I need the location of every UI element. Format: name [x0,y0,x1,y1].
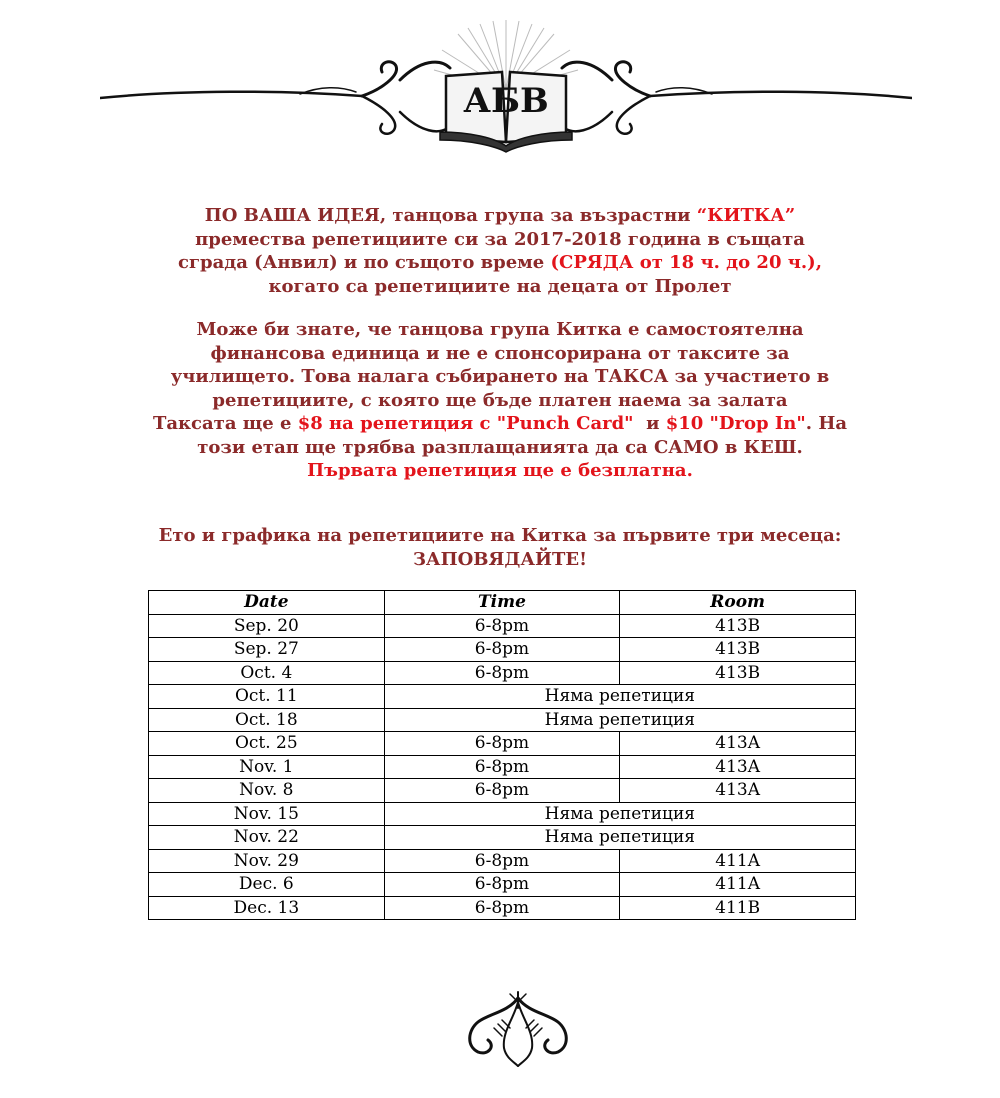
table-row [149,614,856,638]
table-row [149,708,856,732]
date-cell: Oct. 4 [149,661,385,685]
fee-line: училището. Това налага събирането на ТАКСА за участието в [170,366,830,387]
time-cell: 6-8pm [384,849,620,873]
time-column-header: Time [384,591,620,615]
date-cell: Sep. 20 [149,614,385,638]
text-segment: ПО ВАША ИДЕЯ, танцова група за възрастни [204,205,697,226]
table-row [149,779,856,803]
no-rehearsal-cell: Няма репетиция [384,802,855,826]
schedule-highlight: (СРЯДА от 18 ч. до 20 ч.), [550,252,822,273]
logo-lettering: АБВ [463,81,549,121]
time-cell: 6-8pm [384,755,620,779]
date-cell: Oct. 18 [149,708,385,732]
fee-line: репетициите, с която ще бъде платен наема за залата [212,389,788,411]
date-cell: Oct. 11 [149,685,385,709]
time-cell: 6-8pm [384,732,620,756]
table-row [149,896,856,920]
table-row [149,661,856,685]
fee-line: Може би знате, че танцова група Китка е самостоятелна [196,319,804,340]
table-row [149,638,856,662]
rehearsal-schedule-table [148,590,856,920]
room-cell: 411A [620,873,856,897]
room-cell: 413B [620,661,856,685]
text-segment: и [633,413,666,434]
time-cell: 6-8pm [384,661,620,685]
table-row [149,732,856,756]
date-column-header: Date [149,591,385,615]
announcement-line: когато са репетициите на децата от Пролет [268,275,732,297]
header-ornament [100,20,912,160]
right-flourish-icon [562,62,912,134]
drop-in-price: $10 "Drop In" [665,413,806,434]
date-cell: Oct. 25 [149,732,385,756]
no-rehearsal-cell: Няма репетиция [384,685,855,709]
time-cell: 6-8pm [384,638,620,662]
announcement-paragraph [100,204,900,298]
fee-line: финансова единица и не е спонсорирана от таксите за [210,342,790,364]
table-row [149,873,856,897]
date-cell: Nov. 1 [149,755,385,779]
schedule-intro [100,524,900,571]
room-cell: 411B [620,896,856,920]
room-cell: 413A [620,755,856,779]
text-segment: сграда (Анвил) и по същото време [178,252,551,273]
date-cell: Nov. 15 [149,802,385,826]
announcement-line [100,204,900,228]
welcome-line: ЗАПОВЯДАЙТЕ! [412,548,588,570]
room-cell: 413A [620,732,856,756]
table-header-row [149,591,856,615]
room-cell: 413B [620,638,856,662]
room-column-header: Room [620,591,856,615]
fee-line [100,412,900,436]
fee-paragraph [100,318,900,483]
group-name-highlight: “КИТКА” [696,205,796,226]
date-cell: Dec. 13 [149,896,385,920]
text-segment: Таксата ще е [153,413,298,434]
announcement-line: премества репетициите си за 2017-2018 година в същата [195,228,805,250]
schedule-intro-line: Ето и графика на репетициите на Китка за първите три месеца: [158,525,842,546]
no-rehearsal-cell: Няма репетиция [384,708,855,732]
table-row [149,755,856,779]
time-cell: 6-8pm [384,779,620,803]
open-book-icon [440,72,572,152]
left-flourish-icon [100,62,450,134]
time-cell: 6-8pm [384,896,620,920]
room-cell: 413A [620,779,856,803]
punch-card-price: $8 на репетиция с "Punch Card" [297,413,634,434]
footer-ornament-icon [458,988,578,1068]
room-cell: 413B [620,614,856,638]
date-cell: Nov. 22 [149,826,385,850]
date-cell: Dec. 6 [149,873,385,897]
table-row [149,685,856,709]
free-rehearsal-notice: Първата репетиция ще е безплатна. [307,460,693,481]
time-cell: 6-8pm [384,614,620,638]
date-cell: Nov. 29 [149,849,385,873]
time-cell: 6-8pm [384,873,620,897]
fee-line: този етап ще трябва разплащанията да са САМО в КЕШ. [197,436,803,458]
date-cell: Sep. 27 [149,638,385,662]
table-row [149,826,856,850]
table-body [149,614,856,920]
date-cell: Nov. 8 [149,779,385,803]
room-cell: 411A [620,849,856,873]
table-row [149,849,856,873]
text-segment: . На [805,413,847,434]
no-rehearsal-cell: Няма репетиция [384,826,855,850]
table-row [149,802,856,826]
announcement-line [100,251,900,275]
